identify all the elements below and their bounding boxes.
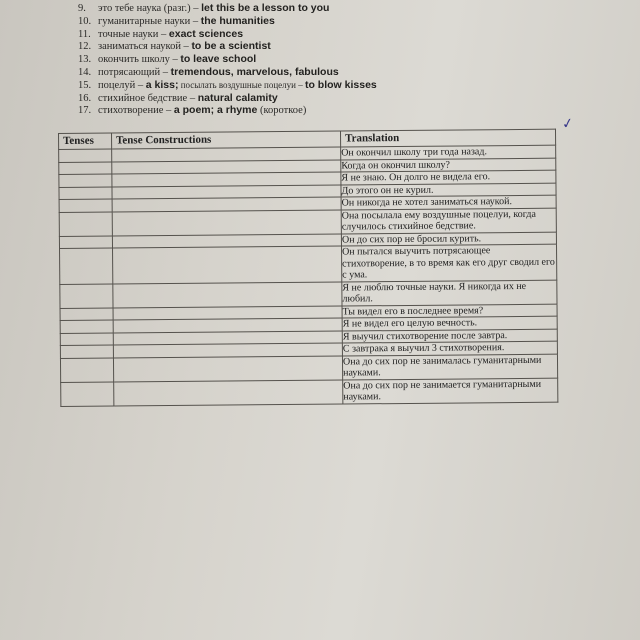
vocab-english-2: to blow kisses <box>304 78 377 91</box>
header-translation: Translation <box>340 129 555 147</box>
tenses-cell[interactable] <box>60 308 113 321</box>
translation-cell: Она посылала ему воздушные поцелуи, когда случилось стихийное бедствие. <box>341 208 556 234</box>
tenses-cell[interactable] <box>59 187 112 200</box>
translation-cell: Он никогда не хотел заниматься наукой. <box>341 195 556 209</box>
tenses-cell[interactable] <box>59 236 112 249</box>
vocab-russian: точные науки – <box>98 28 169 40</box>
table-row <box>60 244 557 284</box>
checkmark-icon: ✓ <box>560 115 576 133</box>
vocab-number: 11. <box>78 28 91 40</box>
translation-cell: Я выучил стихотворение после завтра. <box>342 329 557 343</box>
translation-cell: Он пытался выучить потрясающее стихотворение, в то время как его друг сводил его с ума. <box>342 245 555 281</box>
tenses-cell[interactable] <box>60 248 113 284</box>
translation-cell: Я не люблю точные науки. Я никогда их не любил. <box>342 280 557 306</box>
translation-cell: До этого он не курил. <box>341 183 556 197</box>
vocabulary-list <box>78 0 558 117</box>
translation-cell: Ты видел его в последнее время? <box>342 304 557 318</box>
vocab-item <box>78 2 558 15</box>
tense-construction-cell[interactable] <box>112 210 341 236</box>
vocab-english: a poem; a rhyme <box>173 104 258 117</box>
vocab-item <box>78 28 558 41</box>
vocab-english: to leave school <box>180 53 257 66</box>
tense-construction-cell[interactable] <box>114 380 343 406</box>
vocab-number: 9. <box>78 3 86 14</box>
vocab-english: tremendous, marvelous, fabulous <box>170 65 339 78</box>
vocab-item <box>78 40 558 53</box>
tense-construction-cell[interactable] <box>113 356 342 382</box>
translation-cell: Я не видел его целую вечность. <box>342 316 557 330</box>
header-tenses: Tenses <box>59 133 112 149</box>
vocab-item <box>78 92 558 105</box>
translation-cell: Она до сих пор не занималась гуманитарными науками. <box>342 354 557 380</box>
vocab-english: exact sciences <box>168 27 244 40</box>
vocab-english: the humanities <box>200 14 275 27</box>
translation-cell: Когда он окончил школу? <box>341 158 556 172</box>
tenses-cell[interactable] <box>59 149 112 162</box>
translation-cell: С завтрака я выучил 3 стихотворения. <box>342 341 557 355</box>
translation-cell: Он до сих пор не бросил курить. <box>341 232 556 246</box>
tenses-cell[interactable] <box>60 284 113 308</box>
translation-cell: Он окончил школу три года назад. <box>341 145 556 159</box>
vocab-number: 16. <box>78 92 92 104</box>
vocab-number: 17. <box>78 105 92 117</box>
tense-construction-cell[interactable] <box>113 246 342 283</box>
tenses-cell[interactable] <box>59 199 112 212</box>
vocab-item <box>78 53 558 66</box>
vocab-english: to be a scientist <box>191 40 271 53</box>
tenses-cell[interactable] <box>60 358 113 382</box>
vocab-english: a kiss; <box>145 78 179 91</box>
vocab-number: 15. <box>78 79 92 91</box>
vocab-russian: потрясающий – <box>98 66 171 78</box>
vocab-russian: гуманитарные науки – <box>98 15 201 27</box>
tenses-cell[interactable] <box>60 345 113 358</box>
vocab-item <box>78 79 558 92</box>
tenses-cell[interactable] <box>59 174 112 187</box>
vocab-note: посылать воздушные поцелуи – <box>178 79 305 90</box>
vocab-number: 10. <box>78 15 92 27</box>
vocab-russian: это тебе наука (разг.) – <box>98 3 202 14</box>
vocab-number: 14. <box>78 66 92 78</box>
tenses-cell[interactable] <box>59 162 112 175</box>
vocab-russian: стихотворение – <box>98 105 174 117</box>
vocab-english: let this be a lesson to you <box>201 2 330 14</box>
vocab-item <box>78 104 558 117</box>
tenses-cell[interactable] <box>59 212 112 236</box>
translation-cell: Она до сих пор не занимается гуманитарными науками. <box>343 378 558 404</box>
header-tense-constructions: Tense Constructions <box>112 131 341 149</box>
tenses-cell[interactable] <box>60 333 113 346</box>
vocab-russian: поцелуй – <box>98 79 146 91</box>
translation-cell: Я не знаю. Он долго не видела его. <box>341 170 556 184</box>
vocab-russian: стихийное бедствие – <box>98 92 198 104</box>
vocab-number: 13. <box>78 54 92 66</box>
vocab-item <box>78 66 558 79</box>
vocab-note: (короткое) <box>257 105 307 117</box>
tense-table <box>58 129 558 407</box>
vocab-english: natural calamity <box>197 91 278 104</box>
vocab-number: 12. <box>78 41 92 53</box>
vocab-item <box>78 15 558 28</box>
vocab-russian: заниматься наукой – <box>98 41 192 53</box>
tenses-cell[interactable] <box>60 320 113 333</box>
table-row <box>61 378 558 406</box>
vocab-russian: окончить школу – <box>98 54 181 66</box>
tenses-cell[interactable] <box>61 382 114 406</box>
tense-construction-cell[interactable] <box>113 282 342 308</box>
